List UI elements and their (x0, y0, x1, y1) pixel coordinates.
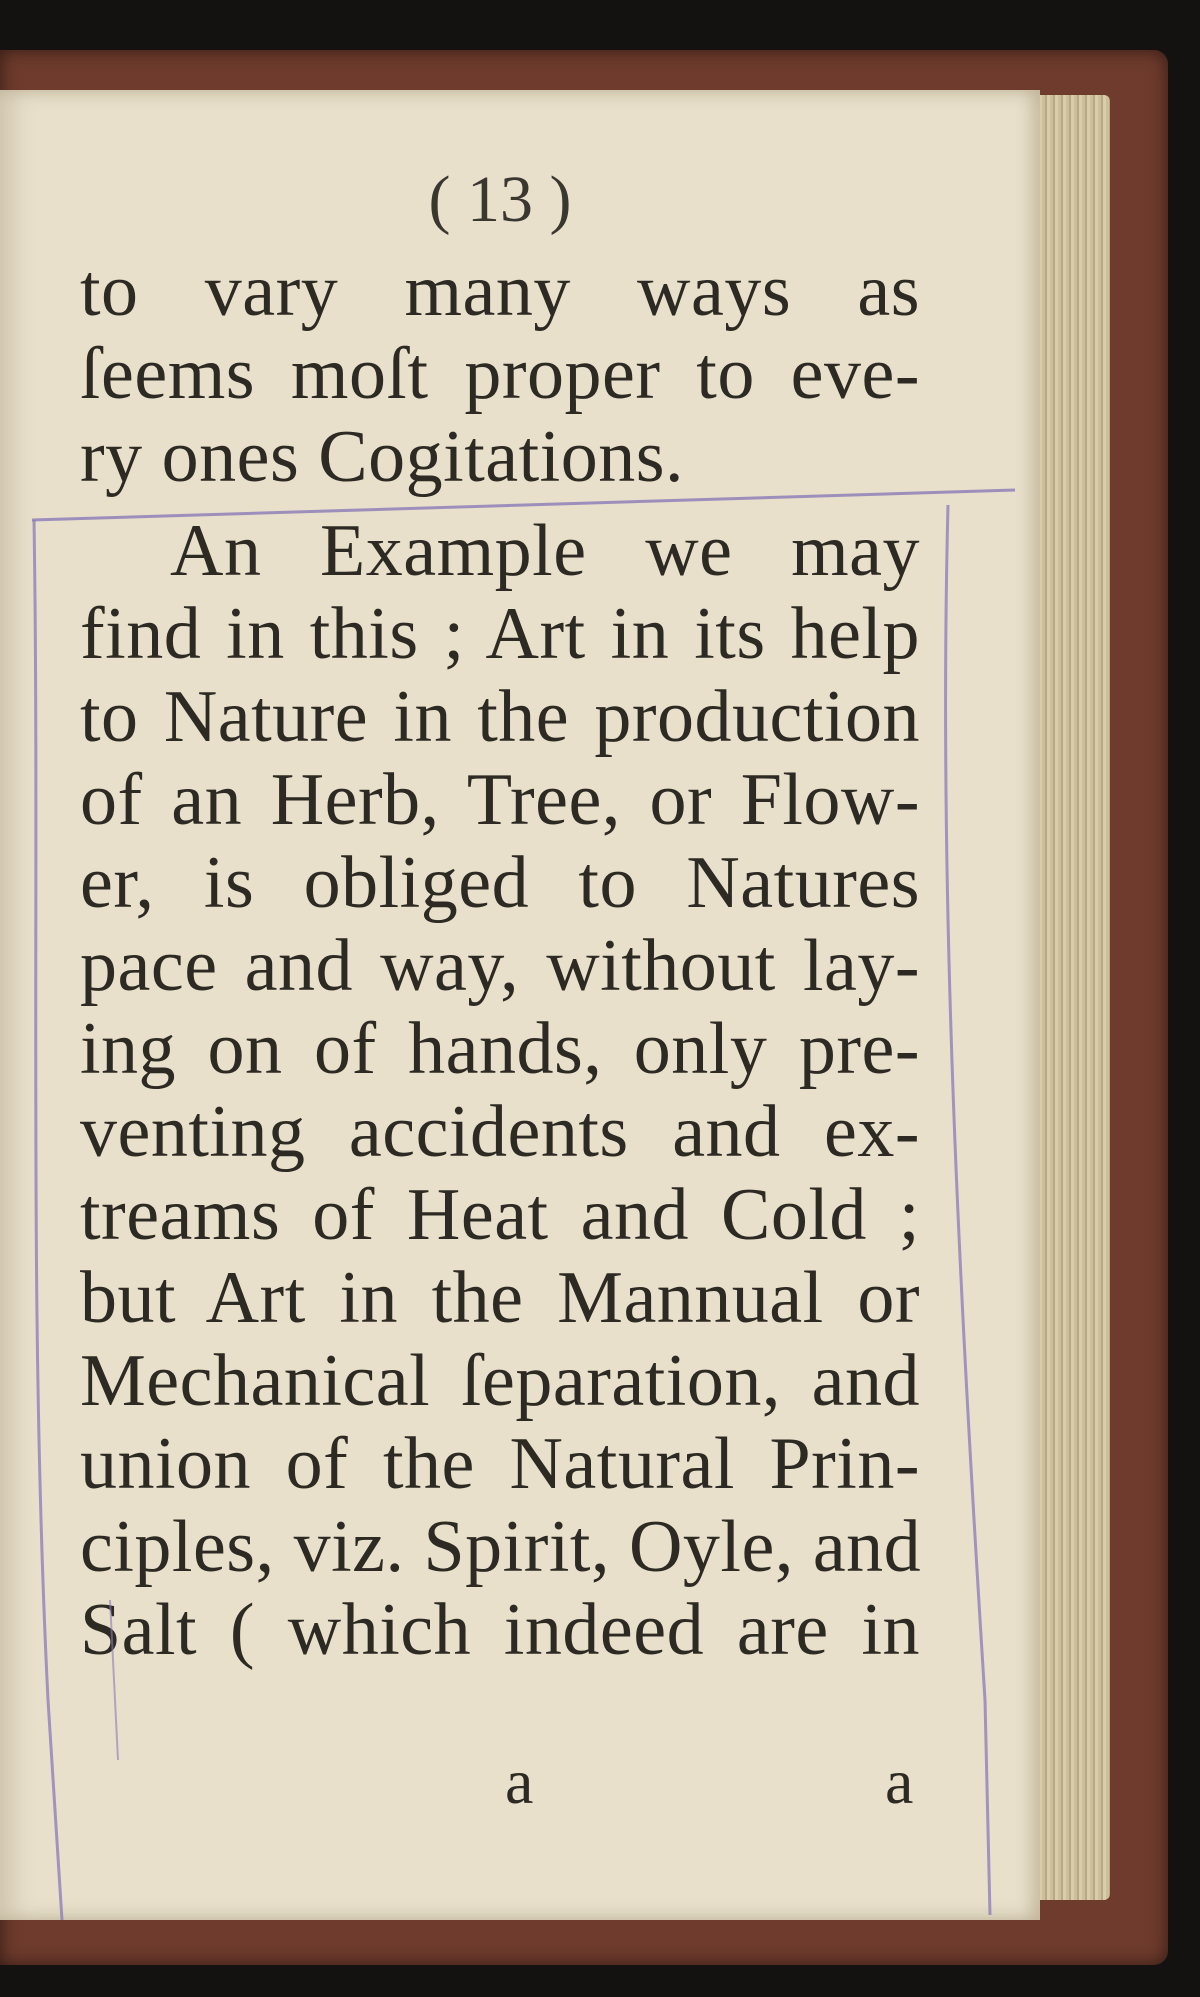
text-line: Mechanical ſeparation, and (80, 1340, 920, 1422)
text-line: pace and way, without lay- (80, 925, 920, 1007)
text-line: union of the Natural Prin- (80, 1423, 920, 1505)
text-line: ciples, viz. Spirit, Oyle, and (80, 1506, 922, 1588)
text-line: ry ones Cogitations. (80, 416, 685, 498)
text-line: venting accidents and ex- (80, 1091, 920, 1173)
text-line: find in this ; Art in its help (80, 593, 920, 675)
text-line: of an Herb, Tree, or Flow- (80, 759, 920, 841)
text-line: to vary many ways as (80, 250, 920, 332)
book-page (0, 90, 1040, 1920)
page-number: ( 13 ) (428, 163, 572, 236)
text-line: Salt ( which indeed are in (80, 1589, 920, 1671)
text-line: to Nature in the production (80, 676, 920, 758)
text-line: er, is obliged to Natures (80, 842, 920, 924)
text-line: ing on of hands, only pre- (80, 1008, 920, 1090)
text-line: but Art in the Mannual or (80, 1257, 920, 1339)
text-line: treams of Heat and Cold ; (80, 1174, 920, 1256)
catchword-left: a (505, 1746, 534, 1817)
text-line: An Example we may (170, 510, 920, 592)
text-line: ſeems moſt proper to eve- (80, 333, 920, 415)
catchword-right: a (885, 1746, 914, 1817)
